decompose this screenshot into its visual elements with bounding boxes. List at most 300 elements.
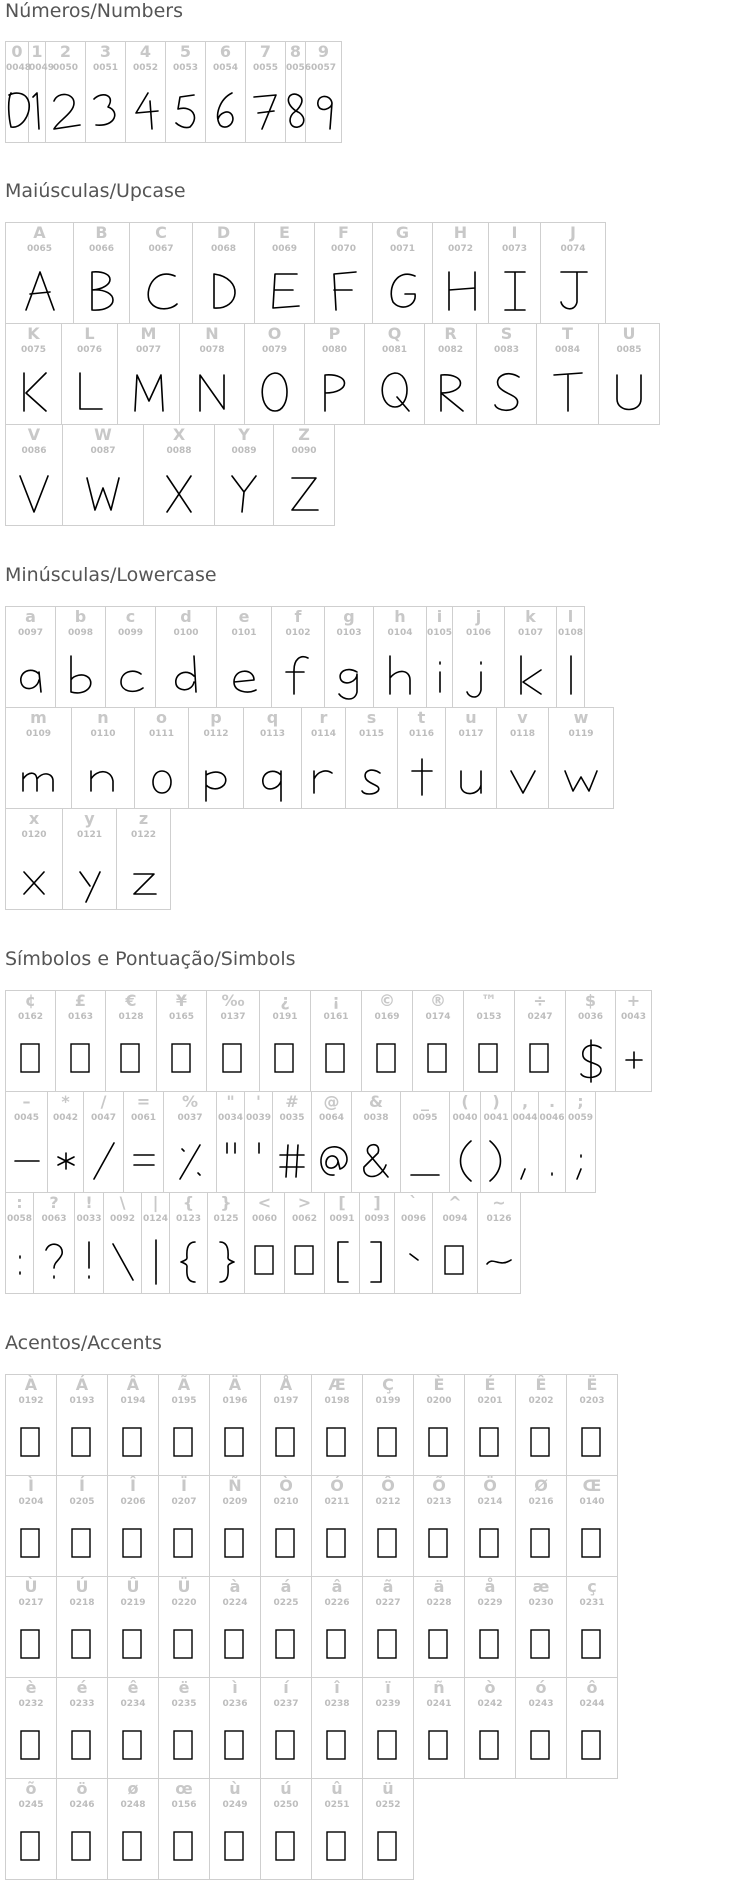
handwritten-glyph-0095	[405, 1135, 445, 1185]
missing-glyph-box	[21, 1044, 39, 1072]
handwritten-glyph-0250	[266, 1822, 306, 1872]
glyph-char-label: Y	[238, 425, 250, 444]
handwritten-glyph-0230	[521, 1620, 561, 1670]
glyph-cell-0094	[433, 1193, 478, 1293]
glyph-char-label: _	[421, 1092, 429, 1111]
glyph-stroke	[58, 1153, 74, 1169]
glyph-code-label: 0040	[452, 1113, 478, 1123]
handwritten-glyph-0218	[62, 1620, 102, 1670]
glyph-char-label: G	[395, 223, 410, 242]
handwritten-glyph-0241	[419, 1721, 459, 1771]
glyph-char-label: <	[257, 1193, 272, 1212]
glyph-code-label: 0085	[616, 345, 642, 355]
glyph-cell-0124	[142, 1193, 170, 1293]
glyph-char-label: ì	[232, 1678, 238, 1697]
glyph-char-label: Å	[279, 1375, 293, 1394]
glyph-stroke	[362, 770, 380, 794]
handwritten-glyph-0067	[141, 266, 181, 316]
handwritten-glyph-0054	[206, 85, 246, 135]
glyph-code-label: 0033	[76, 1214, 102, 1224]
glyph-sample	[210, 1720, 260, 1772]
glyph-code-label: 0236	[222, 1699, 248, 1709]
glyph-sample	[395, 1235, 432, 1287]
glyph-sample	[566, 1134, 595, 1186]
glyph-stroke	[581, 1040, 601, 1082]
glyph-cell-0252	[363, 1779, 414, 1879]
glyph-cell-0121	[63, 809, 117, 909]
glyph-char-label: F	[338, 223, 349, 242]
glyph-cell-0109	[6, 708, 72, 808]
handwritten-glyph-0052	[126, 85, 166, 135]
handwritten-glyph-0072	[441, 266, 481, 316]
glyph-cell-0161	[311, 991, 362, 1091]
glyph-sample	[465, 1619, 515, 1671]
missing-glyph-box	[531, 1529, 549, 1557]
glyph-char-label: Ô	[381, 1476, 395, 1495]
glyph-sample	[433, 1235, 477, 1287]
glyph-char-label: Ø	[534, 1476, 548, 1495]
glyph-char-label: Ú	[75, 1577, 89, 1596]
glyph-code-label: 0209	[222, 1497, 248, 1507]
glyph-char-label: À	[24, 1375, 38, 1394]
glyph-char-label: 3	[99, 42, 112, 61]
glyph-char-label: N	[205, 324, 219, 343]
missing-glyph-box	[480, 1529, 498, 1557]
glyph-code-label: 0109	[25, 729, 52, 739]
glyph-cell-0098	[56, 607, 106, 707]
glyph-cell-0128	[106, 991, 157, 1091]
handwritten-glyph-0238	[317, 1721, 357, 1771]
glyph-code-label: 0035	[279, 1113, 305, 1123]
glyph-code-label: 0204	[18, 1497, 44, 1507]
handwritten-glyph-0089	[224, 468, 264, 518]
handwritten-glyph-0242	[470, 1721, 510, 1771]
glyph-sample	[6, 366, 61, 418]
glyph-cell-0192	[6, 1375, 57, 1475]
glyph-code-label: 0249	[222, 1800, 248, 1810]
glyph-stroke	[232, 476, 256, 512]
handwritten-glyph-0079	[255, 367, 295, 417]
handwritten-glyph-0192	[11, 1418, 51, 1468]
missing-glyph-box	[582, 1529, 600, 1557]
glyph-cell-0174	[413, 991, 464, 1091]
glyph-code-label: 0059	[567, 1113, 594, 1123]
glyph-char-label: u	[465, 708, 477, 727]
glyph-sample	[374, 649, 426, 701]
glyph-char-label: 8	[289, 42, 302, 61]
section-title-lowercase: Minúsculas/Lowercase	[5, 564, 217, 586]
glyph-code-label: 0106	[465, 628, 492, 638]
glyph-cell-0117	[446, 708, 497, 808]
glyph-sample	[272, 649, 324, 701]
glyph-cell-0052	[126, 42, 166, 142]
glyph-cell-0193	[57, 1375, 108, 1475]
glyph-char-label: l	[567, 607, 574, 626]
glyph-cell-0203	[567, 1375, 618, 1475]
glyph-char-label: |	[152, 1193, 159, 1212]
glyph-code-label: 0110	[90, 729, 116, 739]
glyph-code-label: 0045	[13, 1113, 40, 1123]
handwritten-glyph-0163	[61, 1034, 101, 1084]
glyph-stroke	[54, 94, 80, 129]
glyph-sample	[34, 1235, 74, 1287]
glyph-code-label: 0214	[477, 1497, 503, 1507]
missing-glyph-box	[123, 1428, 141, 1456]
glyph-char-label: Ò	[279, 1476, 293, 1495]
missing-glyph-box	[71, 1044, 89, 1072]
handwritten-glyph-0121	[70, 852, 110, 902]
handwritten-glyph-0128	[111, 1034, 151, 1084]
lower-glyph-row	[5, 808, 171, 910]
glyph-code-label: 0043	[620, 1012, 647, 1022]
glyph-code-label: 0113	[259, 729, 286, 739]
handwritten-glyph-0251	[317, 1822, 357, 1872]
missing-glyph-box	[531, 1630, 549, 1658]
handwritten-glyph-0103	[329, 650, 369, 700]
glyph-stroke	[338, 1242, 348, 1282]
glyph-cell-0228	[414, 1577, 465, 1677]
glyph-cell-0194	[108, 1375, 159, 1475]
glyph-stroke	[167, 476, 191, 512]
handwritten-glyph-0196	[215, 1418, 255, 1468]
glyph-stroke	[254, 95, 276, 129]
glyph-char-label: ,	[521, 1092, 529, 1111]
glyph-cell-0202	[516, 1375, 567, 1475]
glyph-cell-0033	[75, 1193, 104, 1293]
glyph-code-label: 0198	[324, 1396, 350, 1406]
upper-glyph-row	[5, 323, 660, 425]
glyph-code-label: 0137	[220, 1012, 246, 1022]
glyph-cell-0238	[312, 1678, 363, 1778]
handwritten-glyph-0226	[317, 1620, 357, 1670]
glyph-cell-0250	[261, 1779, 312, 1879]
glyph-code-label: 0036	[577, 1012, 604, 1022]
missing-glyph-box	[123, 1529, 141, 1557]
missing-glyph-box	[530, 1044, 548, 1072]
glyph-cell-0053	[166, 42, 206, 142]
glyph-stroke	[577, 1155, 581, 1179]
handwritten-glyph-0202	[521, 1418, 561, 1468]
glyph-cell-0083	[477, 324, 537, 424]
glyph-code-label: 0042	[52, 1113, 79, 1123]
handwritten-glyph-0118	[503, 751, 543, 801]
missing-glyph-box	[377, 1044, 395, 1072]
missing-glyph-box	[225, 1832, 243, 1860]
glyph-stroke	[487, 1260, 511, 1264]
handwritten-glyph-0248	[113, 1822, 153, 1872]
glyph-cell-0226	[312, 1577, 363, 1677]
glyph-cell-0191	[260, 991, 311, 1091]
glyph-stroke	[24, 872, 44, 894]
glyph-sample	[210, 1417, 260, 1469]
glyph-cell-0065	[6, 223, 74, 323]
glyph-char-label: Œ	[582, 1476, 602, 1495]
glyph-cell-0106	[453, 607, 505, 707]
handwritten-glyph-0207	[164, 1519, 204, 1569]
glyph-char-label: U	[622, 324, 636, 343]
glyph-char-label: .	[548, 1092, 556, 1111]
glyph-cell-0075	[6, 324, 62, 424]
glyph-cell-0209	[210, 1476, 261, 1576]
glyph-cell-0206	[108, 1476, 159, 1576]
glyph-code-label: 0230	[528, 1598, 554, 1608]
handwritten-glyph-0228	[419, 1620, 459, 1670]
glyph-char-label: Ã	[177, 1375, 191, 1394]
glyph-char-label: Ï	[181, 1476, 187, 1495]
missing-glyph-box	[480, 1428, 498, 1456]
glyph-char-label: å	[484, 1577, 496, 1596]
glyph-sample	[427, 649, 452, 701]
missing-glyph-box	[480, 1731, 498, 1759]
handwritten-glyph-0069	[265, 266, 305, 316]
glyph-cell-0035	[273, 1092, 312, 1192]
glyph-sample	[108, 1720, 158, 1772]
handwritten-glyph-0209	[215, 1519, 255, 1569]
glyph-stroke	[24, 373, 46, 411]
glyph-sample	[352, 1134, 400, 1186]
handwritten-glyph-0232	[11, 1721, 51, 1771]
glyph-char-label: y	[84, 809, 95, 828]
handwritten-glyph-0122	[124, 852, 164, 902]
glyph-char-label: }	[220, 1193, 232, 1212]
glyph-char-label: É	[484, 1375, 496, 1394]
handwritten-glyph-0246	[62, 1822, 102, 1872]
glyph-sample	[170, 1235, 207, 1287]
glyph-char-label: !	[85, 1193, 93, 1212]
handwritten-glyph-0081	[375, 367, 415, 417]
handwritten-glyph-0201	[470, 1418, 510, 1468]
glyph-sample	[63, 851, 116, 903]
glyph-code-label: 0153	[476, 1012, 502, 1022]
glyph-char-label: J	[570, 223, 576, 242]
glyph-stroke	[325, 375, 345, 411]
glyph-cell-0076	[62, 324, 118, 424]
glyph-stroke	[521, 656, 541, 694]
handwritten-glyph-0224	[215, 1620, 255, 1670]
glyph-char-label: æ	[532, 1577, 550, 1596]
glyph-char-label: 9	[317, 42, 330, 61]
glyph-sample	[245, 1235, 284, 1287]
glyph-char-label: k	[525, 607, 536, 626]
glyph-cell-0247	[515, 991, 566, 1091]
handwritten-glyph-0112	[196, 751, 236, 801]
glyph-char-label: ñ	[433, 1678, 445, 1697]
handwritten-glyph-0252	[368, 1822, 408, 1872]
glyph-sample	[516, 1619, 566, 1671]
glyph-char-label: z	[138, 809, 149, 828]
glyph-code-label: 0073	[501, 244, 528, 254]
missing-glyph-box	[72, 1529, 90, 1557]
glyph-code-label: 0034	[217, 1113, 244, 1123]
glyph-sample	[273, 1134, 311, 1186]
missing-glyph-box	[327, 1731, 345, 1759]
glyph-code-label: 0197	[273, 1396, 299, 1406]
glyph-sample	[414, 1417, 464, 1469]
glyph-sample	[144, 467, 214, 519]
glyph-sample	[157, 1033, 206, 1085]
glyph-char-label: é	[76, 1678, 88, 1697]
handwritten-glyph-0064	[312, 1135, 352, 1185]
glyph-cell-0096	[395, 1193, 433, 1293]
glyph-sample	[541, 265, 605, 317]
glyph-char-label: í	[283, 1678, 289, 1697]
glyph-sample	[46, 84, 85, 136]
glyph-cell-0093	[360, 1193, 395, 1293]
glyph-stroke	[136, 93, 158, 129]
glyph-cell-0201	[465, 1375, 516, 1475]
glyph-code-label: 0068	[210, 244, 237, 254]
glyph-stroke	[505, 272, 525, 310]
glyph-code-label: 0252	[375, 1800, 401, 1810]
glyph-char-label: =	[136, 1092, 151, 1111]
glyph-code-label: 0118	[509, 729, 536, 739]
glyph-code-label: 0114	[310, 729, 337, 739]
glyph-code-label: 0235	[171, 1699, 197, 1709]
glyph-code-label: 0044	[512, 1113, 538, 1123]
glyph-char-label: ò	[484, 1678, 496, 1697]
handwritten-glyph-0084	[548, 367, 588, 417]
glyph-char-label: (	[461, 1092, 469, 1111]
handwritten-glyph-0091	[322, 1236, 362, 1286]
glyph-cell-0225	[261, 1577, 312, 1677]
glyph-char-label: ¿	[280, 991, 290, 1010]
handwritten-glyph-0214	[470, 1519, 510, 1569]
glyph-char-label: á	[280, 1577, 292, 1596]
glyph-char-label: ÷	[533, 991, 547, 1010]
glyph-cell-0239	[363, 1678, 414, 1778]
glyph-code-label: 0081	[381, 345, 408, 355]
glyph-stroke	[412, 759, 432, 795]
handwritten-glyph-0203	[572, 1418, 612, 1468]
glyph-code-label: 0234	[120, 1699, 146, 1709]
glyph-sample	[57, 1821, 107, 1873]
glyph-sample	[57, 1720, 107, 1772]
glyph-char-label: 4	[139, 42, 152, 61]
glyph-sample	[261, 1417, 311, 1469]
glyph-code-label: 0093	[364, 1214, 390, 1224]
glyph-sample	[108, 1821, 158, 1873]
glyph-sample	[325, 649, 373, 701]
glyph-char-label: @	[323, 1092, 340, 1111]
handwritten-glyph-0115	[352, 751, 392, 801]
glyph-sample	[325, 1235, 359, 1287]
glyph-cell-0199	[363, 1375, 414, 1475]
upper-glyph-row	[5, 424, 335, 526]
glyph-cell-0103	[325, 607, 374, 707]
glyph-cell-0072	[433, 223, 489, 323]
glyph-code-label: 0063	[41, 1214, 67, 1224]
glyph-sample	[315, 265, 372, 317]
missing-glyph-box	[479, 1044, 497, 1072]
glyph-code-label: 0121	[76, 830, 103, 840]
missing-glyph-box	[276, 1529, 294, 1557]
handwritten-glyph-0093	[357, 1236, 397, 1286]
handwritten-glyph-0237	[266, 1721, 306, 1771]
glyph-sample	[57, 1619, 107, 1671]
glyph-char-label: h	[394, 607, 406, 626]
glyph-code-label: 0128	[118, 1012, 144, 1022]
glyph-sample	[124, 1134, 163, 1186]
glyph-char-label: 2	[59, 42, 72, 61]
glyph-cell-0067	[130, 223, 193, 323]
glyph-stroke	[262, 373, 287, 411]
section-title-numbers: Números/Numbers	[5, 0, 183, 22]
glyph-code-label: 0076	[76, 345, 103, 355]
glyph-cell-0219	[108, 1577, 159, 1677]
glyph-cell-0061	[124, 1092, 164, 1192]
glyph-sample	[557, 649, 584, 701]
missing-glyph-box	[225, 1428, 243, 1456]
glyph-char-label: ?	[49, 1193, 59, 1212]
glyph-stroke	[134, 874, 156, 894]
glyph-sample	[245, 366, 304, 418]
accents-glyph-row	[5, 1475, 618, 1577]
missing-glyph-box	[295, 1246, 313, 1274]
glyph-stroke	[153, 771, 171, 793]
glyph-cell-0246	[57, 1779, 108, 1879]
glyph-cell-0037	[164, 1092, 217, 1192]
glyph-char-label: "	[226, 1092, 235, 1111]
glyph-sample	[446, 750, 496, 802]
glyph-code-label: 0237	[273, 1699, 299, 1709]
glyph-cell-0089	[215, 425, 274, 525]
glyph-cell-0153	[464, 991, 515, 1091]
handwritten-glyph-0194	[113, 1418, 153, 1468]
glyph-code-label: 0088	[166, 446, 192, 456]
handwritten-glyph-0120	[14, 852, 54, 902]
missing-glyph-box	[378, 1731, 396, 1759]
missing-glyph-box	[327, 1630, 345, 1658]
glyph-cell-0080	[305, 324, 365, 424]
handwritten-glyph-0090	[284, 468, 324, 518]
glyph-cell-0214	[465, 1476, 516, 1576]
glyph-char-label: Q	[387, 324, 402, 343]
handwritten-glyph-0193	[62, 1418, 102, 1468]
glyph-sample	[414, 1720, 464, 1772]
handwritten-glyph-0174	[418, 1034, 458, 1084]
missing-glyph-box	[121, 1044, 139, 1072]
glyph-code-label: 0094	[442, 1214, 468, 1224]
glyph-code-label: 0111	[148, 729, 175, 739]
glyph-cell-0082	[425, 324, 477, 424]
glyph-sample	[261, 1720, 311, 1772]
glyph-stroke	[87, 478, 119, 510]
glyph-sample	[363, 1720, 413, 1772]
handwritten-glyph-0071	[383, 266, 423, 316]
handwritten-glyph-0087	[83, 468, 123, 518]
section-title-upcase: Maiúsculas/Upcase	[5, 180, 186, 202]
missing-glyph-box	[72, 1731, 90, 1759]
glyph-stroke	[234, 671, 256, 692]
handwritten-glyph-0161	[316, 1034, 356, 1084]
glyph-code-label: 0117	[458, 729, 484, 739]
glyph-sample	[117, 851, 170, 903]
glyph-sample	[274, 467, 334, 519]
glyph-char-label: D	[216, 223, 231, 242]
glyph-cell-0068	[193, 223, 255, 323]
glyph-sample	[210, 1518, 260, 1570]
glyph-char-label: –	[22, 1092, 31, 1111]
missing-glyph-box	[429, 1529, 447, 1557]
glyph-code-label: 0083	[493, 345, 520, 355]
glyph-stroke	[80, 373, 102, 409]
handwritten-glyph-0068	[204, 266, 244, 316]
glyph-char-label: R	[444, 324, 457, 343]
glyph-char-label: :	[16, 1193, 23, 1212]
handwritten-glyph-0109	[19, 751, 59, 801]
handwritten-glyph-0199	[368, 1418, 408, 1468]
glyph-sample	[245, 1134, 272, 1186]
